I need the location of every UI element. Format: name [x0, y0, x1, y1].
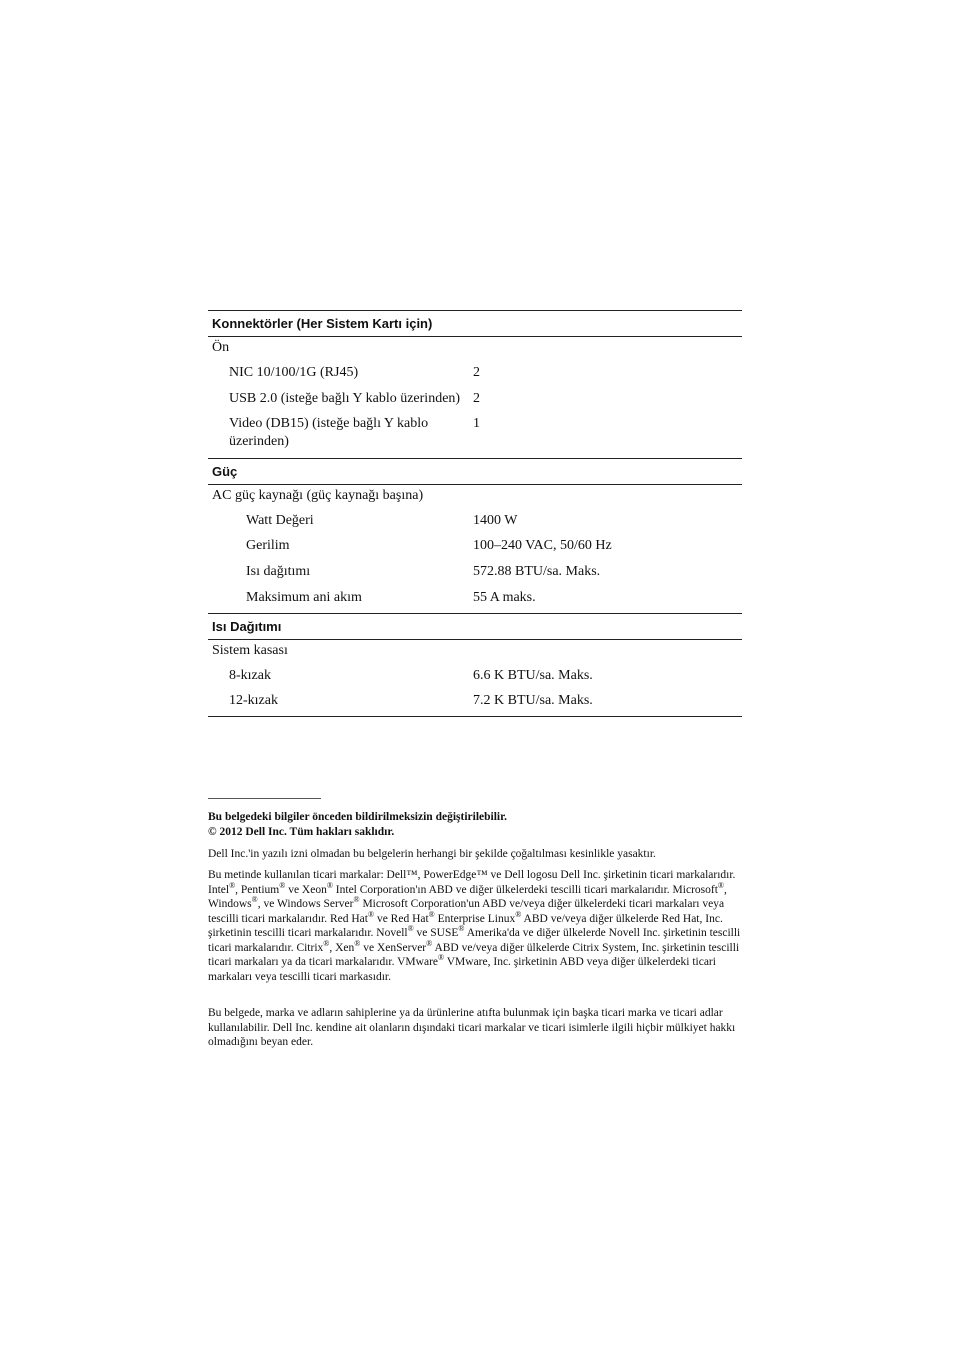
row-value: 2 — [473, 391, 480, 406]
table-bottom-rule — [208, 716, 742, 717]
row-value: 100–240 VAC, 50/60 Hz — [473, 538, 612, 553]
disclaimer-paragraph — [208, 1006, 744, 1050]
row-label-continued: üzerinden) — [229, 434, 289, 449]
row-label: NIC 10/100/1G (RJ45) — [229, 365, 359, 380]
table-row — [208, 563, 742, 589]
row-value: 2 — [473, 365, 480, 380]
copyright-line: © 2012 Dell Inc. Tüm hakları saklıdır. — [208, 825, 395, 838]
table-row — [208, 666, 742, 692]
row-value: 7.2 K BTU/sa. Maks. — [473, 693, 593, 708]
row-value: 55 A maks. — [473, 590, 536, 605]
section-header-power: Güç — [208, 458, 742, 485]
footnote-divider — [208, 798, 321, 799]
table-row — [208, 414, 742, 458]
row-value: 572.88 BTU/sa. Maks. — [473, 564, 601, 579]
row-label: Maksimum ani akım — [246, 590, 362, 605]
row-label: Isı dağıtımı — [246, 564, 311, 579]
section-header-connectors: Konnektörler (Her Sistem Kartı için) — [208, 310, 742, 337]
row-label: Gerilim — [246, 538, 290, 553]
reproduction-notice — [208, 847, 744, 862]
row-value: 6.6 K BTU/sa. Maks. — [473, 668, 593, 683]
row-label: Watt Değeri — [246, 513, 314, 528]
row-label: Sistem kasası — [212, 643, 288, 658]
row-value: 1 — [473, 416, 480, 431]
row-label: Video (DB15) (isteğe bağlı Y kablo — [229, 416, 429, 431]
copyright-notice — [208, 810, 744, 839]
row-label: 8-kızak — [229, 668, 271, 683]
row-label: USB 2.0 (isteğe bağlı Y kablo üzerinden) — [229, 391, 461, 406]
table-row — [208, 485, 742, 511]
table-row — [208, 537, 742, 563]
reproduction-text: Dell Inc.'in yazılı izni olmadan bu belgelerin herhangi bir şekilde çoğaltılması kesinlikle yasaktır. — [208, 848, 656, 860]
table-row — [208, 589, 742, 613]
row-label: 12-kızak — [229, 693, 278, 708]
row-label: AC güç kaynağı (güç kaynağı başına) — [212, 488, 424, 503]
row-label: Ön — [212, 340, 230, 355]
table-row — [208, 337, 742, 363]
table-row — [208, 389, 742, 414]
table-row — [208, 363, 742, 389]
row-value: 1400 W — [473, 513, 518, 528]
disclaimer-text: Bu belgede, marka ve adların sahiplerine ya da ürünlerine atıfta bulunmak için başka ticari marka ve ticari adlar kullanılabilir. Dell Inc. kendine ait olanların dışındaki ticari markalar ve ticari isimlerle ilgili hiçbir mülkiyet hakkı olmadığını beyan eder. — [208, 1007, 736, 1048]
trademarks-paragraph — [208, 868, 744, 984]
specifications-table — [208, 310, 742, 717]
table-row — [208, 640, 742, 666]
notice-line: Bu belgedeki bilgiler önceden bildirilmeksizin değiştirilebilir. — [208, 811, 508, 823]
table-row — [208, 511, 742, 537]
table-row — [208, 692, 742, 716]
trademarks-text: Bu metinde kullanılan ticari markalar: Dell™, PowerEdge™ ve Dell logosu Dell Inc. şirketinin ticari markalarıdır. Intel®, Pentium® ve Xeon® Intel Corporation'ın ABD ve diğer ülkelerdeki tescilli ticari markalarıdır. Microsoft®, Windows®, ve Windows Server® Microsoft Corporation'un ABD ve/veya diğer ülkelerdeki ticari markaları veya tescilli ticari markalarıdır. Red Hat® ve Red Hat® Enterprise Linux® ABD ve/veya diğer ülkelerde Red Hat, Inc. şirketinin tescilli ticari markalarıdır. Novell® ve SUSE® Amerika'da ve diğer ülkelerde Novell Inc. şirketinin tescilli ticari markalarıdır. Citrix®, Xen® ve XenServer® ABD ve/veya diğer ülkelerde Citrix System, Inc. şirketinin tescilli ticari markaları ya da ticari markalarıdır. VMware® VMware, Inc. şirketinin ABD veya diğer ülkelerdeki ticari markaları veya tescilli ticari markasıdır. — [208, 869, 741, 983]
section-header-heat-dissipation: Isı Dağıtımı — [208, 613, 742, 640]
